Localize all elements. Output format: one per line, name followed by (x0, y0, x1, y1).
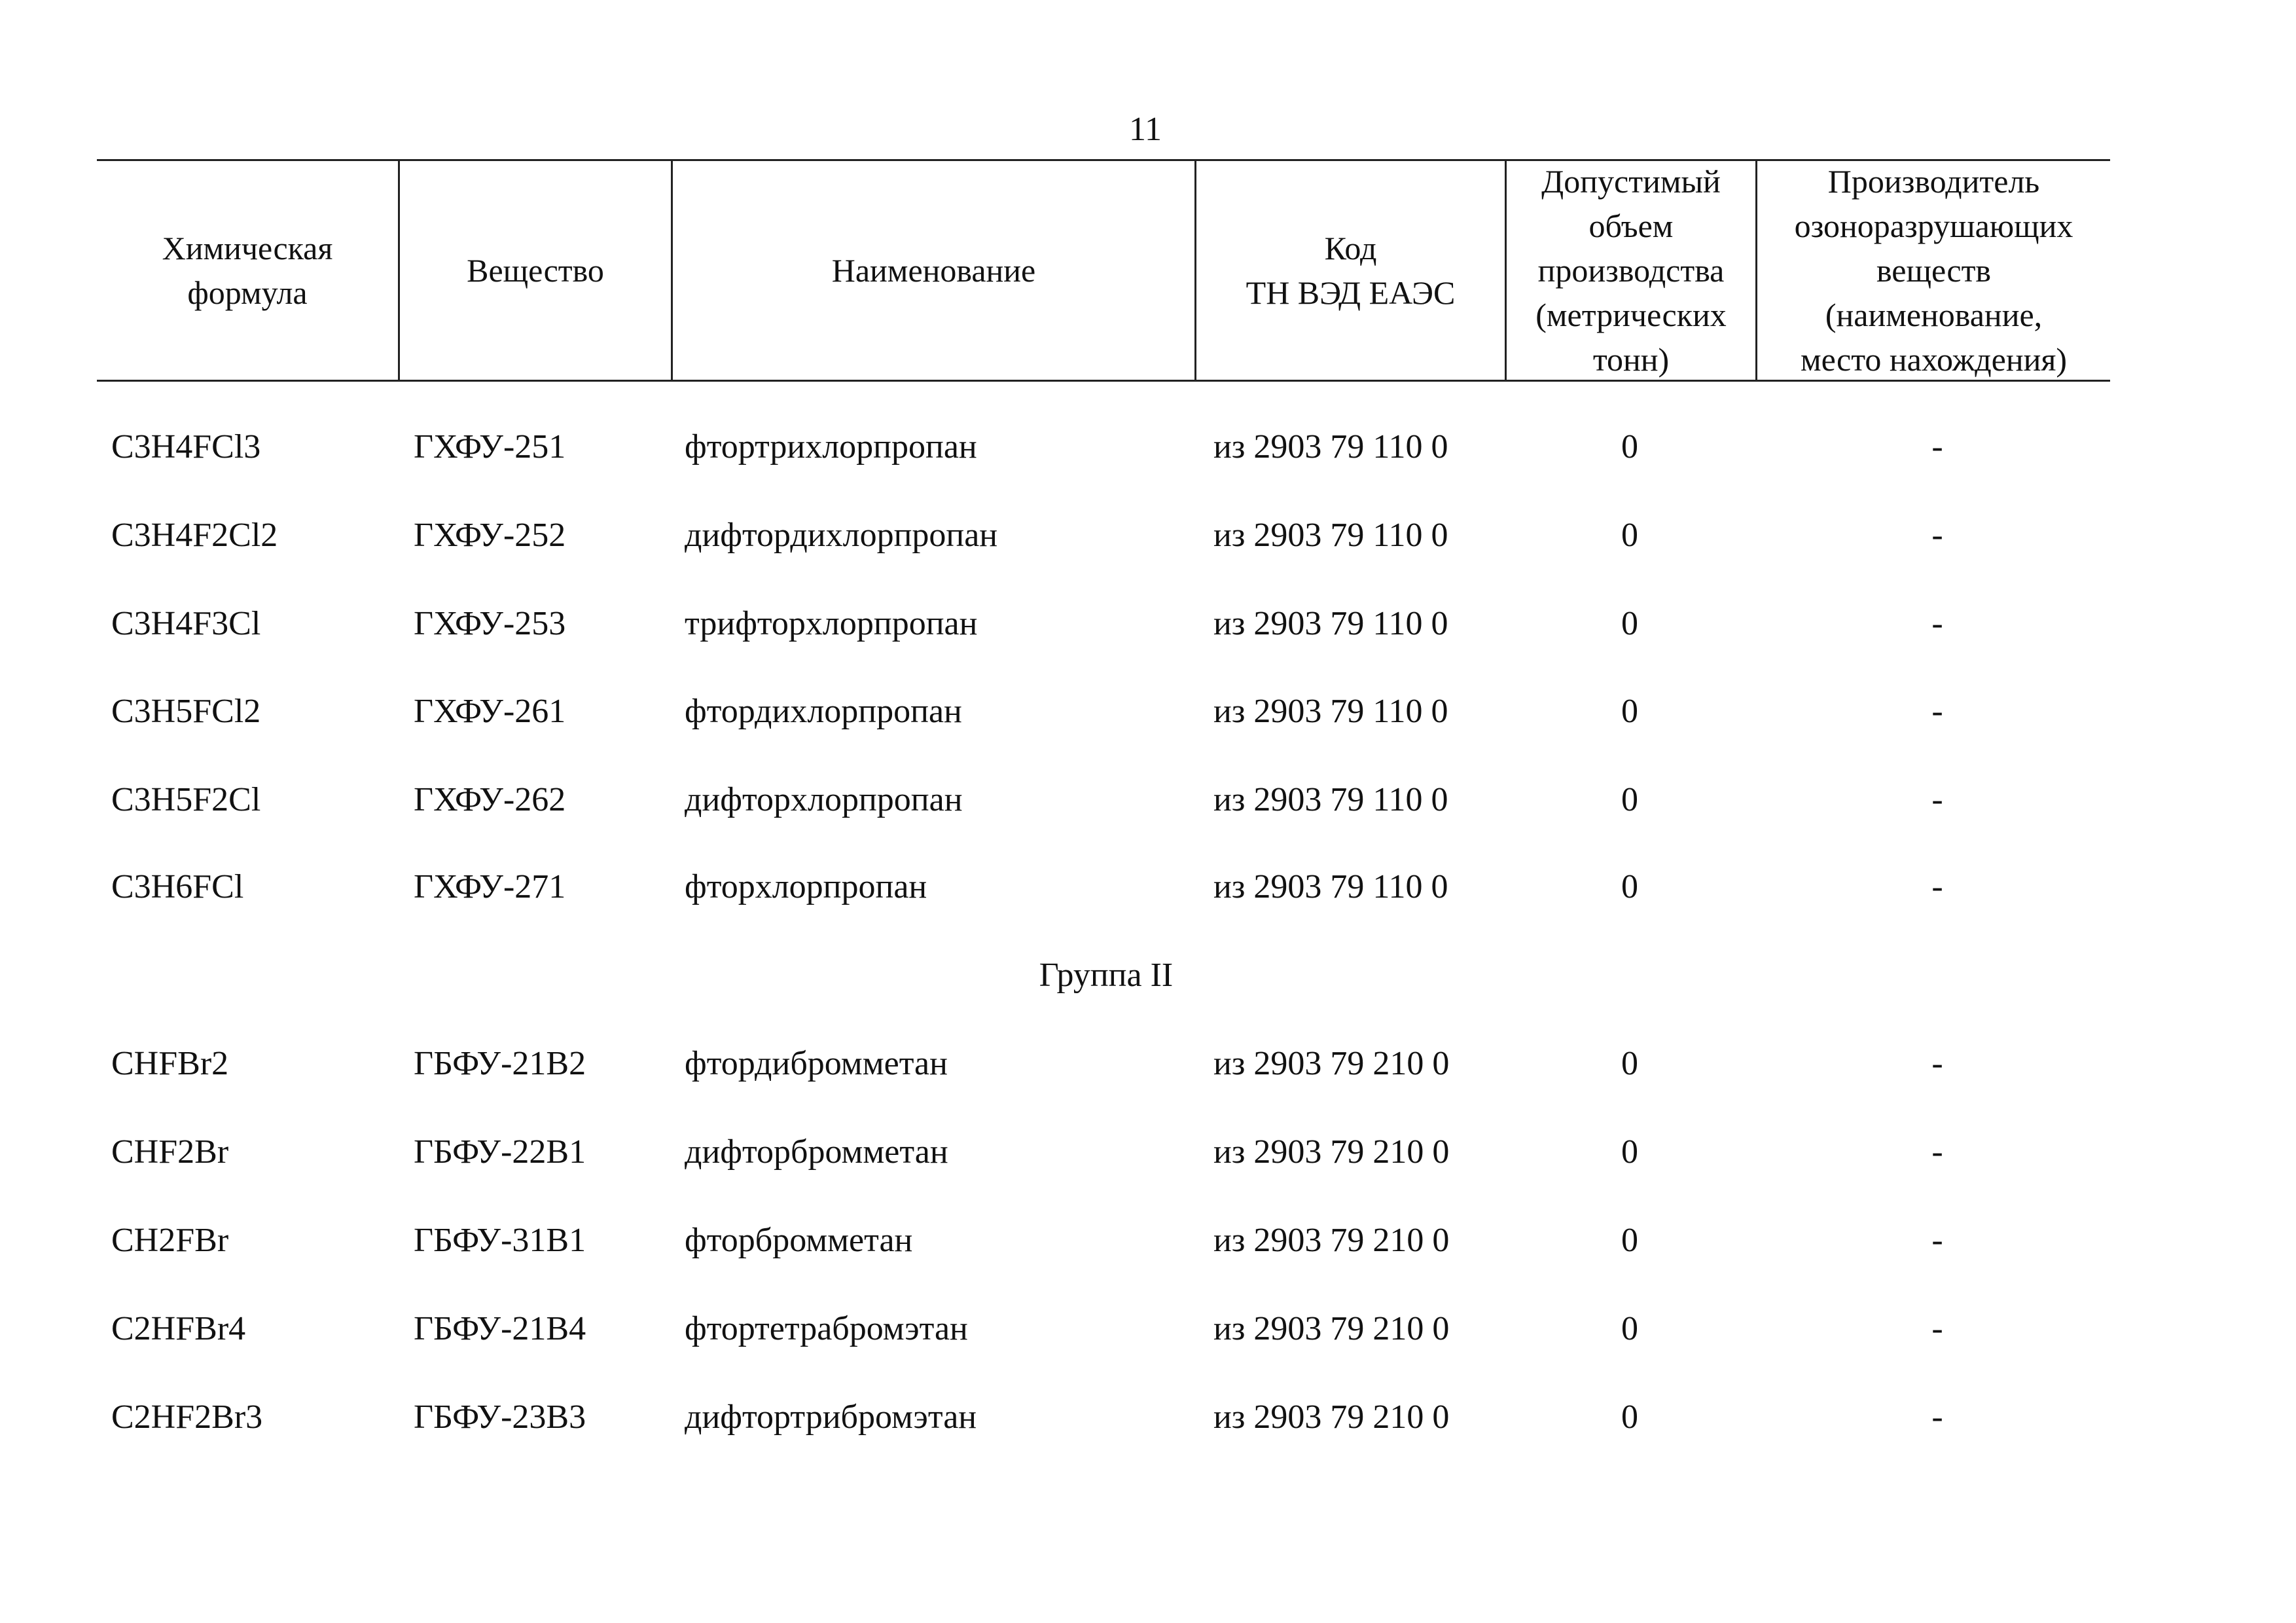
table-row (0, 1041, 2296, 1087)
cell-substance: ГБФУ-21B4 (414, 1310, 586, 1347)
cell-producer: - (1931, 693, 1943, 730)
table-row (0, 513, 2296, 558)
cell-volume: 0 (1621, 1398, 1638, 1436)
cell-name: дифторхлорпропан (685, 781, 963, 818)
cell-volume: 0 (1621, 693, 1638, 730)
cell-producer: - (1931, 1045, 1943, 1082)
table-row (0, 1395, 2296, 1440)
cell-volume: 0 (1621, 1222, 1638, 1259)
cell-formula: C3H6FCl (111, 868, 244, 905)
cell-name: фтордихлорпропан (685, 693, 962, 730)
cell-name: дифтордихлорпропан (685, 517, 998, 554)
cell-name: фтортрихлорпропан (685, 428, 977, 465)
cell-volume: 0 (1621, 1133, 1638, 1171)
cell-producer: - (1931, 1310, 1943, 1347)
cell-name: фторхлорпропан (685, 868, 927, 905)
cell-volume: 0 (1621, 517, 1638, 554)
cell-volume: 0 (1621, 1045, 1638, 1082)
cell-substance: ГБФУ-31B1 (414, 1222, 586, 1259)
cell-substance: ГХФУ-262 (414, 781, 566, 818)
cell-volume: 0 (1621, 1310, 1638, 1347)
cell-volume: 0 (1621, 781, 1638, 818)
cell-name: фтордибромметан (685, 1045, 948, 1082)
header-chemical-formula: Химическая формула (162, 230, 333, 311)
table-row (0, 1129, 2296, 1175)
cell-formula: CHFBr2 (111, 1045, 229, 1082)
cell-code: из 2903 79 210 0 (1213, 1310, 1450, 1347)
cell-code: из 2903 79 110 0 (1213, 605, 1448, 642)
cell-producer: - (1931, 1133, 1943, 1171)
table-row (0, 424, 2296, 470)
cell-formula: C3H4F2Cl2 (111, 517, 278, 554)
cell-substance: ГХФУ-253 (414, 605, 566, 642)
cell-substance: ГБФУ-23B3 (414, 1398, 586, 1436)
cell-substance: ГХФУ-252 (414, 517, 566, 554)
cell-substance: ГБФУ-21B2 (414, 1045, 586, 1082)
cell-code: из 2903 79 110 0 (1213, 428, 1448, 465)
cell-code: из 2903 79 110 0 (1213, 781, 1448, 818)
cell-code: из 2903 79 210 0 (1213, 1045, 1450, 1082)
cell-volume: 0 (1621, 605, 1638, 642)
cell-volume: 0 (1621, 868, 1638, 905)
cell-code: из 2903 79 110 0 (1213, 693, 1448, 730)
cell-producer: - (1931, 428, 1943, 465)
cell-formula: CH2FBr (111, 1222, 229, 1259)
cell-code: из 2903 79 210 0 (1213, 1398, 1450, 1436)
cell-formula: C3H4FCl3 (111, 428, 261, 465)
table-row (0, 864, 2296, 910)
cell-code: из 2903 79 110 0 (1213, 868, 1448, 905)
table-row (0, 1218, 2296, 1264)
header-allowed-volume: Допустимый объем производства (метрических тонн) (1535, 163, 1727, 378)
table-row (0, 1306, 2296, 1352)
cell-formula: CHF2Br (111, 1133, 229, 1171)
page-number: 11 (1128, 111, 1162, 148)
cell-formula: C3H5F2Cl (111, 781, 261, 818)
cell-formula: C2HF2Br3 (111, 1398, 263, 1436)
cell-code: из 2903 79 210 0 (1213, 1133, 1450, 1171)
cell-code: из 2903 79 110 0 (1213, 517, 1448, 554)
table-row (0, 689, 2296, 735)
cell-producer: - (1931, 605, 1943, 642)
header-substance: Вещество (467, 252, 604, 289)
table-header (97, 159, 2110, 382)
cell-name: фтортетрабромэтан (685, 1310, 968, 1347)
cell-substance: ГХФУ-261 (414, 693, 566, 730)
header-name: Наименование (831, 252, 1036, 289)
cell-substance: ГБФУ-22B1 (414, 1133, 586, 1171)
cell-name: дифтортрибромэтан (685, 1398, 977, 1436)
table-row (0, 601, 2296, 647)
header-producer: Производитель озоноразрушающих веществ (наименование, место нахождения) (1794, 163, 2073, 378)
cell-producer: - (1931, 517, 1943, 554)
cell-name: дифторбромметан (685, 1133, 948, 1171)
cell-producer: - (1931, 781, 1943, 818)
cell-substance: ГХФУ-251 (414, 428, 566, 465)
cell-producer: - (1931, 868, 1943, 905)
cell-name: трифторхлорпропан (685, 605, 978, 642)
table-row (0, 777, 2296, 823)
cell-producer: - (1931, 1398, 1943, 1436)
cell-formula: C3H5FCl2 (111, 693, 261, 730)
group-title: Группа II (1039, 957, 1174, 994)
cell-formula: C2HFBr4 (111, 1310, 246, 1347)
cell-formula: C3H4F3Cl (111, 605, 261, 642)
header-code: Код ТН ВЭД ЕАЭС (1246, 230, 1456, 311)
cell-code: из 2903 79 210 0 (1213, 1222, 1450, 1259)
cell-producer: - (1931, 1222, 1943, 1259)
cell-substance: ГХФУ-271 (414, 868, 566, 905)
cell-name: фторбромметан (685, 1222, 913, 1259)
cell-volume: 0 (1621, 428, 1638, 465)
